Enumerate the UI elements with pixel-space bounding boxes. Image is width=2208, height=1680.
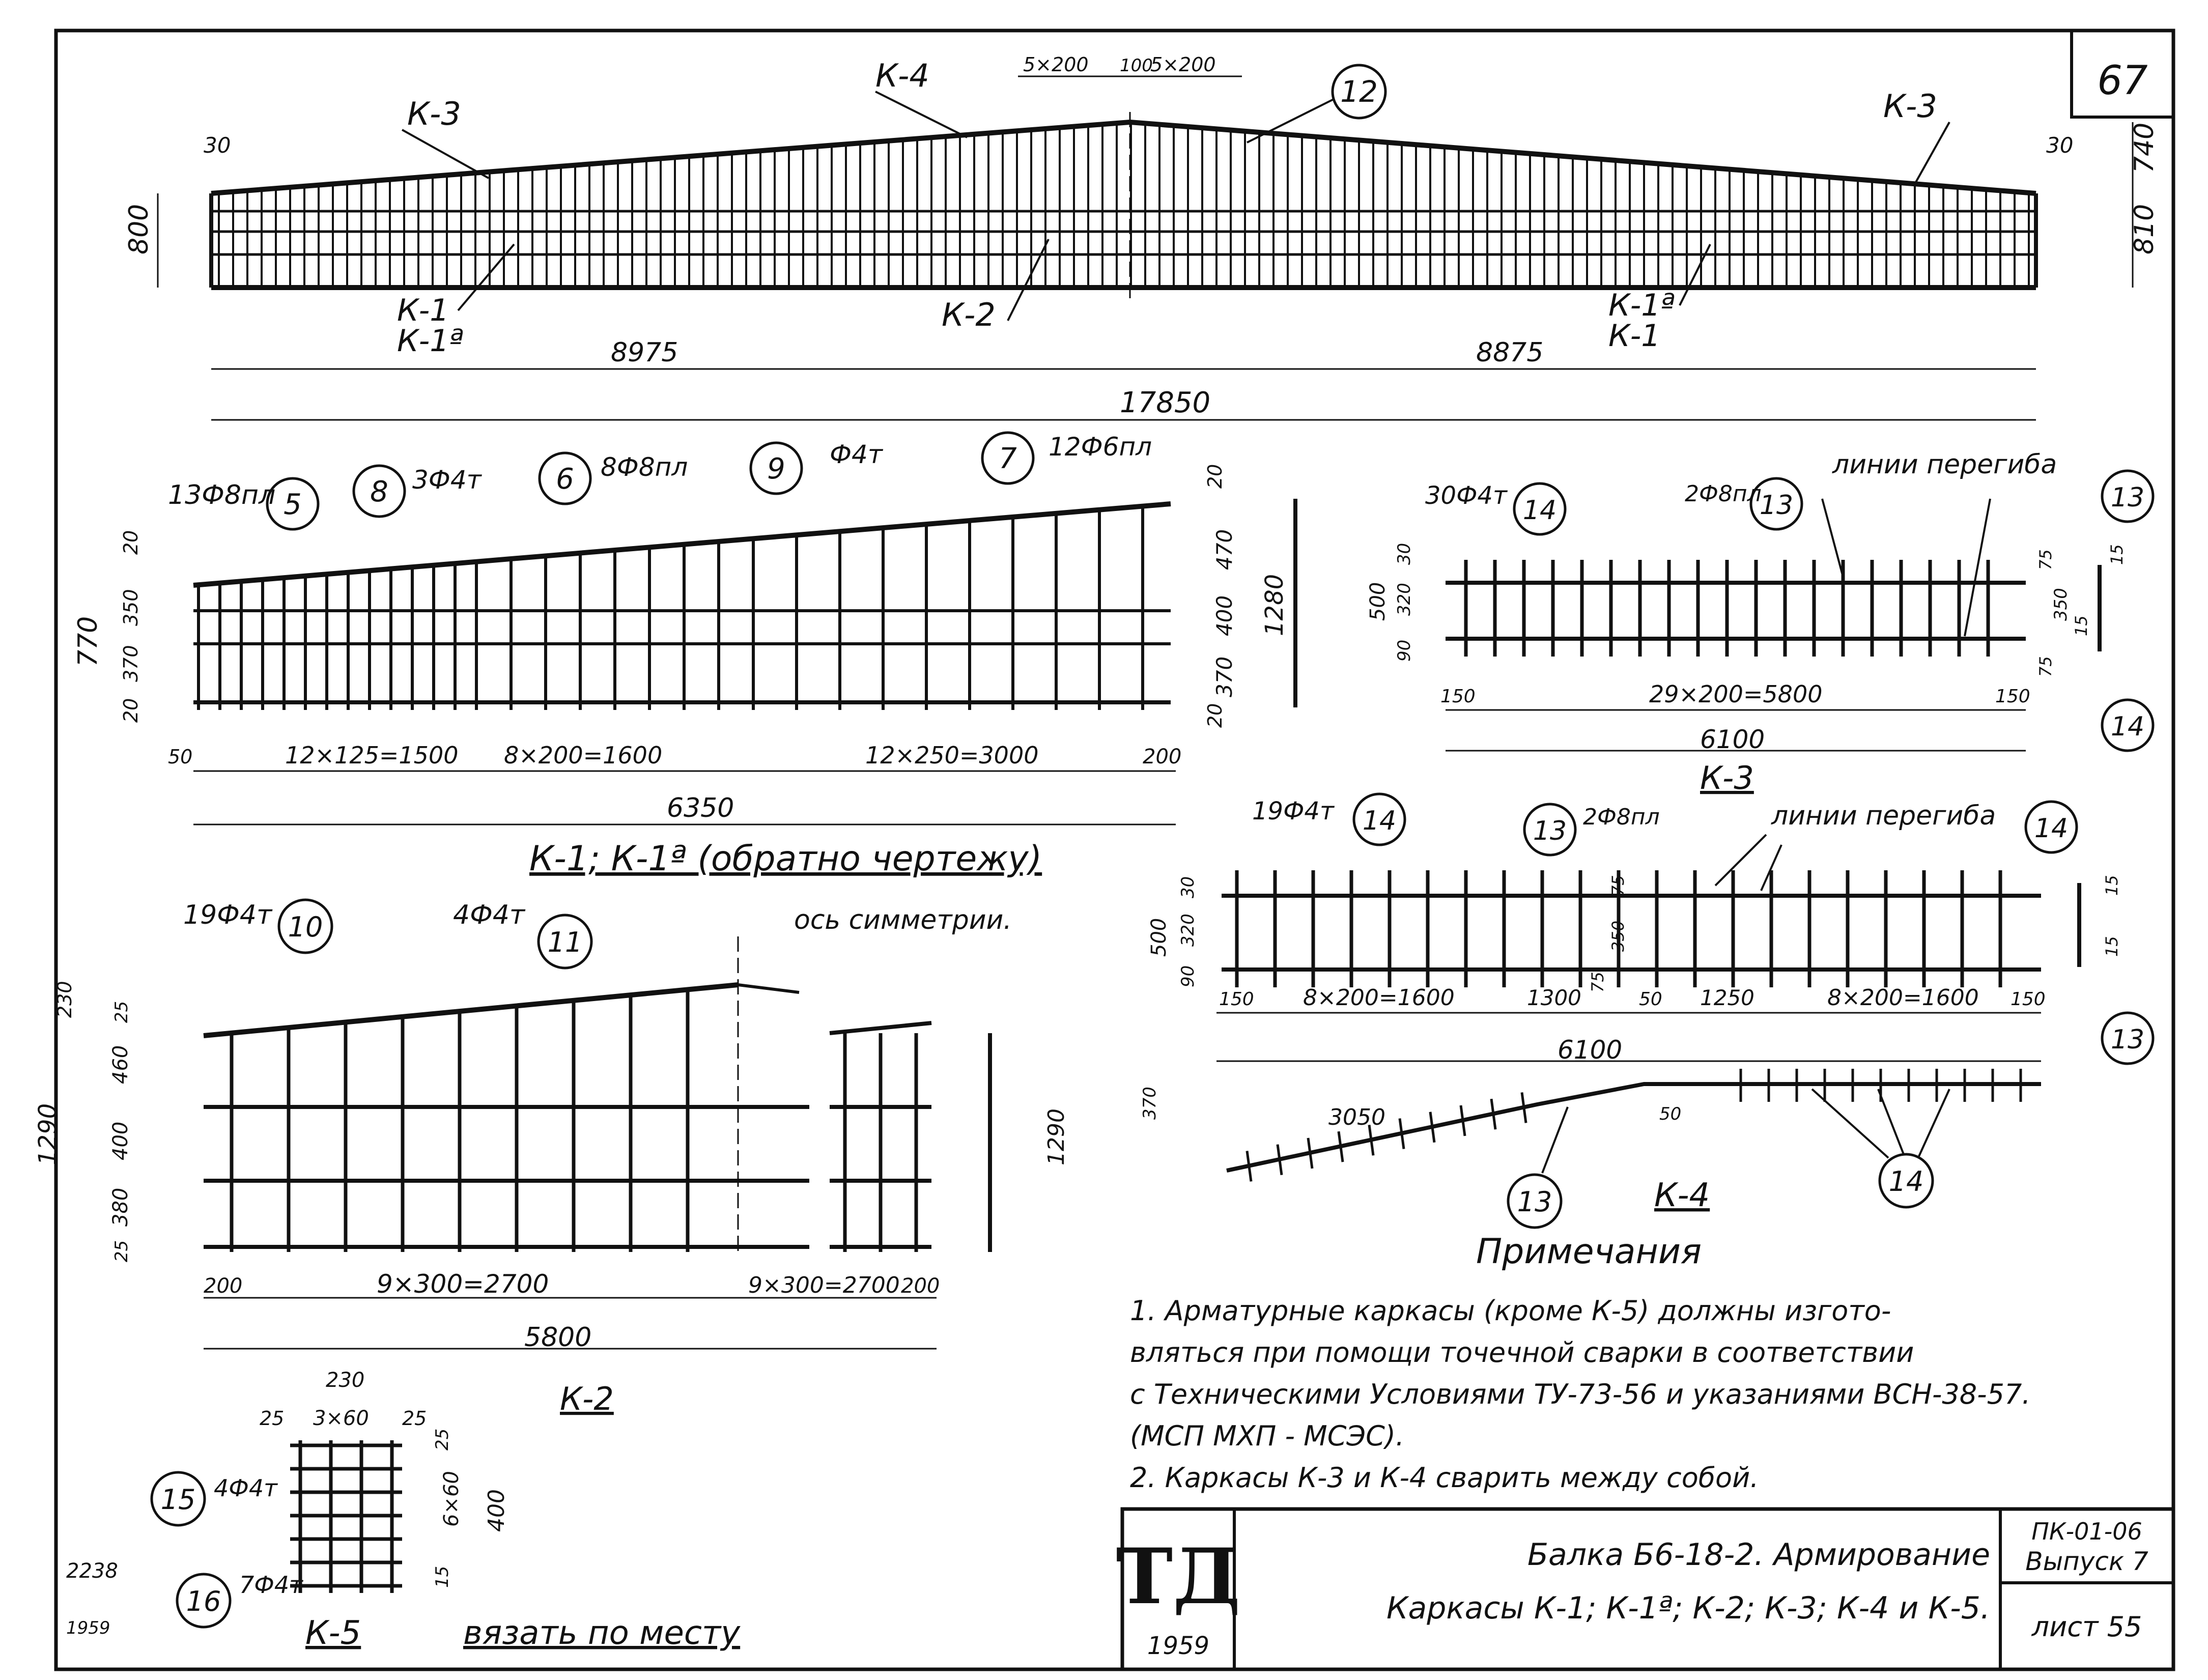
beam-elevation [124,53,2160,420]
k1-callout-8-text: 3Ф4т [412,465,482,495]
beam-dim-right-span: 8875 [1476,337,1544,368]
k3-dim-total: 6100 [1700,725,1765,754]
k4-dim-3050: 3050 [1328,1104,1385,1130]
beam-dim-top-spacing: 5×200 [1023,53,1089,76]
beam-dim-total: 17850 [1120,386,1211,419]
k2-stirrups [232,989,916,1252]
k3-caption: К-3 [1700,759,1754,796]
k4-plan-14-leader-1 [1812,1089,1888,1158]
k3-callout-14-mark: 14 [1522,495,1557,526]
k1-dim-s2: 8×200=1600 [504,742,663,769]
k4-plan-14-leader-3 [1919,1089,1949,1156]
k2-dim-230: 230 [53,981,76,1018]
k1-dim-200: 200 [1143,745,1182,768]
k1-dim-total: 6350 [667,793,734,823]
k5-dim-3x60: 3×60 [313,1407,369,1430]
note-2: 2. Каркасы К-3 и К-4 сварить между собой. [1130,1462,1759,1494]
k2-dim-end-height: 1290 [1043,1108,1069,1165]
title-block [1116,1509,2174,1669]
k4-dim-90: 90 [1178,965,1198,987]
beam-mark-12: 12 [1340,74,1378,109]
k2-dim-400: 400 [109,1121,132,1160]
k2-dim-380: 380 [109,1187,132,1227]
title-block-frame [1122,1509,2173,1669]
k3-dim-spacing: 29×200=5800 [1649,680,1823,708]
k4-dim-1250: 1250 [1700,985,1754,1010]
k4-plan-13: 13 [1517,1186,1552,1218]
k3-dim-150b: 150 [1995,686,2030,707]
k2-axis-label: ось симметрии. [794,905,1012,935]
k1-dim-r400: 400 [1212,595,1237,636]
k4-dim-30: 30 [1178,876,1198,898]
k3-dim-150a: 150 [1440,686,1476,707]
k5-dim-h15: 15 [432,1565,452,1588]
beam-label-k3-left: К-3 [407,95,461,132]
beam-label-k1a-right: К-1ª [1608,288,1675,323]
k1-dim-s3: 12×250=3000 [865,742,1039,769]
beam-dim-left-height: 800 [124,204,154,254]
k4-dim-s2: 8×200=1600 [1827,985,1979,1011]
k2-callout-10-text: 19Ф4т [183,900,272,930]
beam-dim-left-span: 8975 [611,337,678,368]
k4-dim-350: 350 [1608,920,1628,952]
k2-top-bar [204,985,738,1036]
k4-dim-v50: 50 [1659,1104,1682,1124]
k3-bend-leader-1 [1822,499,1843,575]
k3-bend-label: линии перегиба [1832,449,2057,480]
k5-callout-16-mark: 16 [186,1585,221,1617]
k2-dim-s1: 9×300=2700 [377,1269,549,1299]
k2-dim-200a: 200 [204,1274,243,1298]
k4-bend-label: линии перегиба [1771,801,1996,831]
beam-stirrups [219,122,2029,288]
k2-dim-460: 460 [109,1045,132,1084]
sheet-number: лист 55 [2031,1611,2142,1643]
k3-stirrups [1466,560,1988,657]
beam-dim-right-bottom: 810 [2129,204,2160,254]
note-1-line-3: с Техническими Условиями ТУ-73-56 и указаниями ВСН-38-57. [1130,1378,2031,1410]
k4-caption: К-4 [1654,1177,1710,1214]
k4-dim-150a: 150 [1219,989,1254,1010]
k1-callout-6-text: 8Ф8пл [601,452,688,482]
beam-label-k4: К-4 [875,57,929,94]
k5-dim-h6x60: 6×60 [440,1471,463,1527]
note-1-line-1: 1. Арматурные каркасы (кроме К-5) должны изгото- [1130,1295,1891,1327]
k4-dim-e15b: 15 [2102,936,2121,957]
beam-label-k1-left: К-1 [397,293,449,328]
k5-callout-15-mark: 15 [160,1484,196,1516]
k3-end-mark-13: 13 [2110,482,2145,513]
beam-leader-k3-left [402,130,489,178]
k3-dim-e75b: 75 [2036,656,2055,677]
k3-dim-500: 500 [1366,582,1390,621]
k3-dim-e75a: 75 [2036,549,2055,570]
k4-dim-total: 6100 [1558,1035,1623,1065]
k3-callout-13-text: 2Ф8пл [1685,481,1762,507]
k2-dim-height: 1290 [34,1103,62,1165]
k5-dim-25a: 25 [260,1407,285,1430]
k5-caption: К-5 [305,1614,361,1652]
k4-plan-13-leader [1542,1107,1568,1173]
series-number: ПК-01-06 [2031,1518,2142,1545]
k3-callout-13-mark: 13 [1759,490,1794,521]
k1-dim-20a: 20 [120,530,142,555]
beam-dim-left-30: 30 [204,133,231,158]
k5-dim-h400: 400 [484,1489,509,1532]
k3-end-mark-14: 14 [2110,711,2145,742]
cage-k1 [73,432,1295,879]
k5-dim-230: 230 [326,1369,365,1392]
title-line-1: Балка Б6-18-2. Армирование [1527,1537,1990,1573]
k1-top-bar [193,504,1171,585]
k5-grid [290,1440,402,1593]
k4-bend-leader-1 [1715,835,1766,886]
k5-callout-15-text: 4Ф4т [214,1474,277,1502]
beam-dim-right-top: 740 [2129,122,2160,173]
k3-dim-30: 30 [1394,543,1414,565]
k4-plan-14: 14 [1888,1165,1924,1198]
note-1-line-4: (МСП МХП - МСЭС). [1130,1420,1405,1452]
k4-end-mark-13: 13 [2110,1024,2145,1055]
k5-dim-25b: 25 [402,1407,427,1430]
k1-dim-370: 370 [120,645,142,682]
k4-callout-13-text: 2Ф8пл [1583,804,1660,830]
k3-dim-e350: 350 [2051,588,2071,621]
k2-top-bar-tail [738,985,799,992]
k1-callout-9-text: Ф4т [830,440,883,469]
k5-note: вязать по месту [463,1614,741,1652]
beam-dim-top-spacing-2: 5×200 [1150,53,1216,76]
beam-leader-k3-right [1914,122,1949,186]
k2-callout-11-mark: 11 [547,926,583,958]
k4-dim-150b: 150 [2011,989,2046,1010]
k1-callout-9-mark: 9 [767,452,785,486]
k2-mirror-top [830,1023,931,1033]
k1-dim-end-height: 1280 [1260,574,1289,636]
beam-leader-k2 [1008,239,1049,321]
k4-dim-1300: 1300 [1527,985,1581,1010]
k2-dim-25b: 25 [111,1240,132,1262]
issue-number: Выпуск 7 [2025,1547,2148,1576]
k1-dim-s1: 12×125=1500 [285,742,459,769]
stamp-td: ТД [1116,1532,1241,1621]
k1-dim-r370: 370 [1212,656,1237,697]
beam-leader-k4 [875,92,967,137]
k1-stirrups [199,506,1143,710]
margin-year: 1959 [66,1618,110,1638]
stamp-year: 1959 [1147,1632,1210,1660]
beam-top-chord [211,122,2036,193]
k3-dim-e15a: 15 [2107,544,2127,565]
beam-label-k1-right: К-1 [1608,318,1661,354]
beam-dim-right-30: 30 [2046,133,2074,158]
k5-callout-16-text: 7Ф4т [239,1571,303,1599]
k3-dim-320: 320 [1394,583,1414,616]
k2-dim-25a: 25 [111,1001,132,1023]
k1-callout-7-text: 12Ф6пл [1049,432,1152,462]
k4-dim-75b: 75 [1588,972,1607,992]
k2-callout-11-text: 4Ф4т [453,900,525,930]
beam-label-k1a-left: К-1ª [397,323,464,359]
k4-dim-370: 370 [1140,1087,1160,1120]
k4-callout-14-mark: 14 [1362,806,1397,836]
title-line-2: Каркасы К-1; К-1ª; К-2; К-3; К-4 и К-5. [1386,1590,1990,1626]
k1-caption: К-1; К-1ª (обратно чертежу) [529,839,1042,879]
cage-k3 [1366,449,2153,796]
k4-plan-14-leader-2 [1878,1089,1904,1154]
beam-label-k3-right: К-3 [1883,88,1937,125]
k1-callout-5-text: 13Ф8пл [168,480,276,510]
note-1-line-2: вляться при помощи точечной сварки в соответствии [1130,1336,1914,1369]
k4-dim-75a: 75 [1608,875,1628,896]
k4-dim-320: 320 [1178,914,1198,947]
k2-dim-total: 5800 [524,1322,592,1353]
k3-callout-14-text: 30Ф4т [1425,481,1507,510]
k1-dim-r20a: 20 [1204,464,1226,489]
k1-dim-r20b: 20 [1204,703,1226,728]
cage-k2 [34,900,1069,1417]
k2-dim-200b: 200 [901,1274,940,1298]
k1-callout-7-mark: 7 [999,442,1017,475]
k4-dim-500: 500 [1147,918,1171,957]
k4-callout-14-text: 19Ф4т [1252,797,1334,825]
corner-number: 67 [2097,58,2148,104]
k1-callout-5-mark: 5 [284,488,302,521]
cage-k4 [1140,794,2153,1228]
k2-callout-10-mark: 10 [288,911,323,943]
k5-dim-h25: 25 [432,1428,452,1450]
cage-k5 [152,1369,741,1652]
k4-end-mark-14: 14 [2034,813,2069,844]
k1-dim-20b: 20 [120,698,142,723]
k4-dim-50: 50 [1639,989,1662,1010]
k4-dim-e15a: 15 [2102,875,2121,896]
k2-caption: К-2 [560,1380,614,1417]
k1-dim-50: 50 [168,746,193,768]
beam-label-k2: К-2 [942,296,996,333]
k2-dim-s2: 9×300=2700 [748,1272,900,1298]
k1-dim-r470: 470 [1212,529,1237,570]
k3-dim-90: 90 [1394,639,1414,662]
notes-heading: Примечания [1476,1232,1702,1272]
k3-dim-e15b: 15 [2072,615,2091,636]
k4-dim-s1: 8×200=1600 [1303,985,1455,1011]
k1-callout-8-mark: 8 [370,475,388,508]
k1-dim-350: 350 [120,589,142,626]
k1-callout-6-mark: 6 [556,463,574,496]
margin-code: 2238 [66,1559,118,1583]
k1-dim-height: 770 [73,616,103,667]
beam-dim-top-mid: 100 [1120,55,1153,76]
k4-callout-13-mark: 13 [1533,816,1567,846]
